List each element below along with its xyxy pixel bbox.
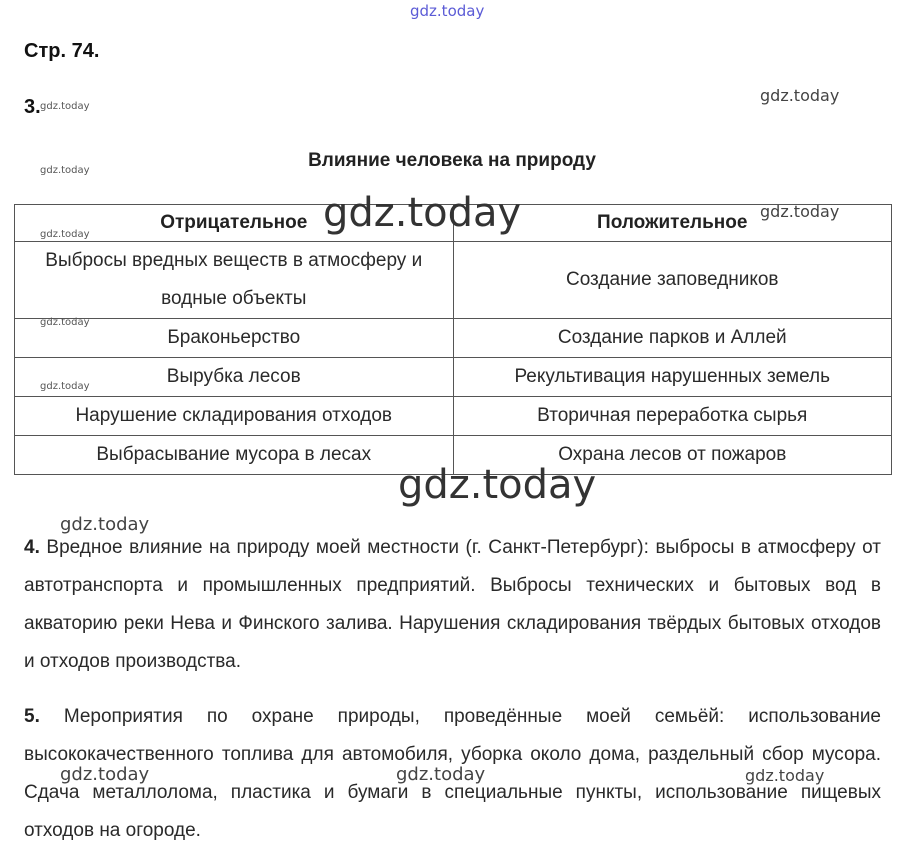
watermark: gdz.today xyxy=(323,190,522,236)
watermark: gdz.today xyxy=(410,2,485,20)
task-3-number: 3. xyxy=(24,96,41,118)
negative-cell: Выбросы вредных веществ в атмосферу и водные объекты xyxy=(15,242,454,319)
task-5-text: Мероприятия по охране природы, проведённые моей семьёй: использование высококачественного топлива для автомобиля, уборка около дома, раздельный сбор мусора. Сдача металлолома, пластика и бумаги в специальные пункты, использование пищевых отходов на огороде. xyxy=(24,706,881,841)
watermark: gdz.today xyxy=(40,101,90,112)
positive-cell: Вторичная переработка сырья xyxy=(453,397,892,436)
watermark: gdz.today xyxy=(396,764,486,785)
task-4-text: Вредное влияние на природу моей местности (г. Санкт-Петербург): выбросы в атмосферу от автотранспорта и промышленных предприятий. Выбросы технических и бытовых вод в акваторию реки Нева и Финского залива. Нарушения складирования твёрдых бытовых отходов и отходов производства. xyxy=(24,537,882,672)
negative-cell: Нарушение складирования отходов xyxy=(15,397,454,436)
watermark: gdz.today xyxy=(60,764,150,785)
impact-table xyxy=(14,204,892,475)
table-row xyxy=(15,397,892,436)
watermark: gdz.today xyxy=(40,229,90,240)
column-header-positive: Положительное xyxy=(453,205,892,242)
table-row xyxy=(15,319,892,358)
positive-cell: Создание заповедников xyxy=(453,242,892,319)
positive-cell: Охрана лесов от пожаров xyxy=(453,436,892,475)
negative-cell: Браконьерство xyxy=(15,319,454,358)
task-4-paragraph xyxy=(24,529,881,681)
negative-cell: Вырубка лесов xyxy=(15,358,454,397)
table-header-row xyxy=(15,205,892,242)
table-row xyxy=(15,242,892,319)
watermark: gdz.today xyxy=(398,462,597,508)
page-reference: Стр. 74. xyxy=(24,40,100,62)
watermark: gdz.today xyxy=(40,317,90,328)
negative-cell: Выбрасывание мусора в лесах xyxy=(15,436,454,475)
watermark: gdz.today xyxy=(60,514,150,535)
watermark: gdz.today xyxy=(760,202,840,221)
task-5-paragraph xyxy=(24,698,881,850)
task-5-number: 5. xyxy=(24,706,40,727)
positive-cell: Рекультивация нарушенных земель xyxy=(453,358,892,397)
table-row xyxy=(15,436,892,475)
table-row xyxy=(15,358,892,397)
watermark: gdz.today xyxy=(40,165,90,176)
task-4-number: 4. xyxy=(24,537,40,558)
watermark: gdz.today xyxy=(40,381,90,392)
watermark: gdz.today xyxy=(745,766,825,785)
watermark: gdz.today xyxy=(760,86,840,105)
positive-cell: Создание парков и Аллей xyxy=(453,319,892,358)
table-title: Влияние человека на природу xyxy=(308,150,596,171)
column-header-negative: Отрицательное xyxy=(15,205,454,242)
